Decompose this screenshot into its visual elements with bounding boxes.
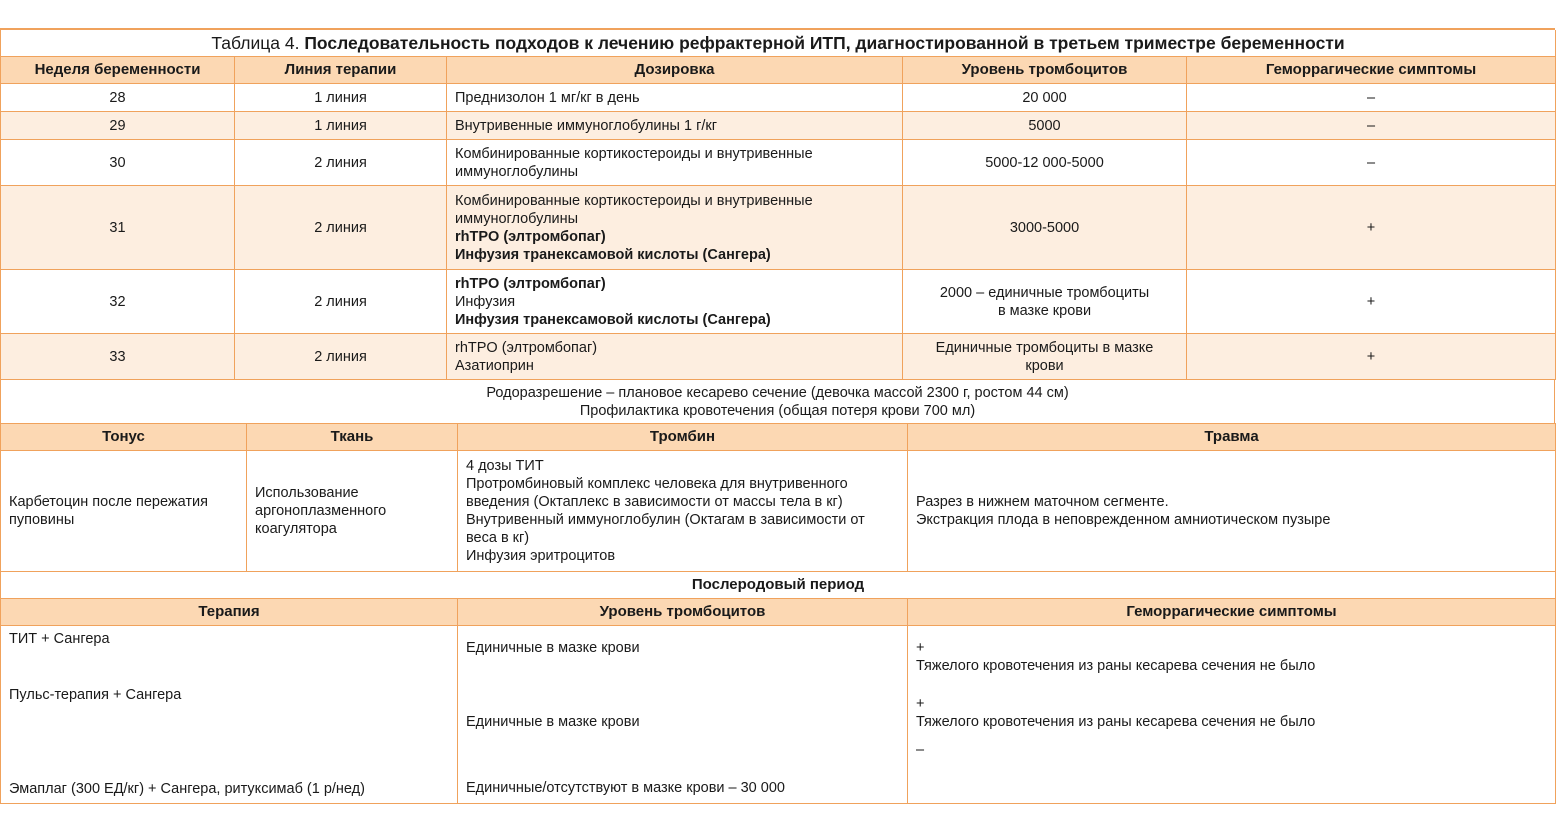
header-pp-platelets: Уровень тромбоцитов — [458, 598, 908, 625]
platelets-cell — [903, 140, 1187, 186]
header-therapy: Терапия — [1, 598, 458, 625]
platelets-line: 2000 – единичные тромбоциты — [939, 284, 1150, 301]
main-rows — [1, 84, 1556, 380]
table-frame — [0, 28, 1555, 804]
therapy-line-cell: 2 линия — [235, 334, 447, 380]
pp-platelets-item: Единичные в мазке крови — [466, 639, 640, 656]
table-row — [1, 270, 1556, 334]
platelets-line: 20 000 — [1022, 89, 1067, 106]
dose-line: Комбинированные кортикостероиды и внутривенные — [455, 192, 813, 209]
pp-platelets-item: Единичные в мазке крови — [466, 713, 640, 730]
header-pp-symptoms: Геморрагические симптомы — [908, 598, 1556, 625]
therapy-line-cell: 1 линия — [235, 112, 447, 140]
symptoms-cell: + — [1187, 334, 1556, 380]
therapy-item: Эмаплаг (300 ЕД/кг) + Сангера, ритуксимаб (1 р/нед) — [9, 780, 365, 797]
thrombin-item: 4 дозы ТИТ — [466, 458, 544, 474]
dose-line: rhTPO (элтромбопаг) — [455, 275, 606, 292]
dose-line: иммуноглобулины — [455, 163, 579, 180]
table-row — [1, 186, 1556, 270]
delivery-cell — [1, 379, 1555, 424]
platelets-line: крови — [1025, 357, 1064, 374]
platelets-line: 5000-12 000-5000 — [985, 154, 1104, 171]
platelets-line: Единичные тромбоциты в мазке — [935, 339, 1154, 356]
dose-line: Преднизолон 1 мг/кг в день — [455, 89, 640, 106]
table-row — [1, 112, 1556, 140]
trauma-item: Разрез в нижнем маточном сегменте. — [916, 494, 1169, 510]
postpartum-row — [1, 625, 1556, 803]
table-title — [1, 30, 1556, 57]
platelets-cell — [903, 186, 1187, 270]
week-cell: 31 — [1, 186, 235, 270]
dose-line: rhTPO (элтромбопаг) — [455, 228, 606, 245]
delivery-line-1: Родоразрешение – плановое кесарево сечение (девочка массой 2300 г, ростом 44 см) — [486, 384, 1069, 401]
treatment-table — [0, 30, 1556, 380]
header-trauma: Травма — [908, 424, 1556, 451]
thrombin-item: Внутривенный иммуноглобулин (Октагам в зависимости от веса в кг) — [466, 512, 865, 546]
dose-cell — [447, 112, 903, 140]
tonus-cell: Карбетоцин после пережатия пуповины — [1, 451, 247, 572]
header-tonus: Тонус — [1, 424, 247, 451]
pp-symptoms-cell — [908, 625, 1556, 803]
dose-line: Инфузия транексамовой кислоты (Сангера) — [455, 311, 771, 328]
trauma-cell — [908, 451, 1556, 572]
therapy-item: ТИТ + Сангера — [9, 630, 110, 647]
pp-symptom-item: Тяжелого кровотечения из раны кесарева сечения не было — [916, 657, 1316, 674]
title-prefix: Таблица 4. — [211, 33, 300, 53]
header-symptoms: Геморрагические симптомы — [1187, 57, 1556, 84]
dose-line: иммуноглобулины — [455, 210, 579, 227]
title-text: Последовательность подходов к лечению рефрактерной ИТП, диагностированной в третьем триместре беременности — [304, 33, 1345, 53]
postpartum-title: Послеродовый период — [1, 572, 1556, 599]
header-line: Линия терапии — [235, 57, 447, 84]
header-platelets: Уровень тромбоцитов — [903, 57, 1187, 84]
week-cell: 28 — [1, 84, 235, 112]
week-cell: 33 — [1, 334, 235, 380]
tissue-cell: Использование аргоноплазменного коагулятора — [247, 451, 458, 572]
symptoms-cell: + — [1187, 186, 1556, 270]
dose-cell — [447, 186, 903, 270]
dose-line: Инфузия транексамовой кислоты (Сангера) — [455, 246, 771, 263]
week-cell: 29 — [1, 112, 235, 140]
platelets-cell — [903, 270, 1187, 334]
dose-line: Азатиоприн — [455, 357, 534, 374]
main-header-row — [1, 57, 1556, 84]
week-cell: 30 — [1, 140, 235, 186]
symptoms-cell: – — [1187, 84, 1556, 112]
header-dose: Дозировка — [447, 57, 903, 84]
table-row — [1, 140, 1556, 186]
delivery-table — [0, 379, 1555, 425]
therapy-line-cell: 2 линия — [235, 186, 447, 270]
pp-platelets-cell — [458, 625, 908, 803]
header-thrombin: Тромбин — [458, 424, 908, 451]
therapy-cell — [1, 625, 458, 803]
pp-platelets-item: Единичные/отсутствуют в мазке крови – 30 000 — [466, 779, 785, 796]
table-row — [1, 84, 1556, 112]
postpartum-table — [0, 598, 1556, 804]
header-week: Неделя беременности — [1, 57, 235, 84]
dose-line: Инфузия — [455, 293, 516, 310]
pp-symptom-item: – — [916, 741, 925, 758]
header-tissue: Ткань — [247, 424, 458, 451]
pp-symptom-item: Тяжелого кровотечения из раны кесарева сечения не было — [916, 713, 1316, 730]
symptoms-cell: + — [1187, 270, 1556, 334]
platelets-cell — [903, 334, 1187, 380]
table-row — [1, 334, 1556, 380]
platelets-line: в мазке крови — [997, 302, 1092, 319]
therapy-item: Пульс-терапия + Сангера — [9, 686, 182, 703]
therapy-line-cell: 1 линия — [235, 84, 447, 112]
platelets-line: 3000-5000 — [1009, 219, 1080, 236]
dose-cell — [447, 334, 903, 380]
four-t-header-row — [1, 424, 1556, 451]
dose-cell — [447, 84, 903, 112]
thrombin-item: Протромбиновый комплекс человека для внутривенного введения (Октаплекс в зависимости от массы тела в кг) — [466, 476, 848, 510]
pp-symptom-item: + — [916, 695, 925, 712]
dose-cell — [447, 140, 903, 186]
trauma-item: Экстракция плода в неповрежденном амниотическом пузыре — [916, 512, 1331, 528]
four-t-row — [1, 451, 1556, 572]
postpartum-header-row — [1, 598, 1556, 625]
week-cell: 32 — [1, 270, 235, 334]
thrombin-cell — [458, 451, 908, 572]
symptoms-cell: – — [1187, 112, 1556, 140]
dose-line: Внутривенные иммуноглобулины 1 г/кг — [455, 117, 718, 134]
platelets-line: 5000 — [1028, 117, 1061, 134]
dose-line: Комбинированные кортикостероиды и внутривенные — [455, 145, 813, 162]
therapy-line-cell: 2 линия — [235, 140, 447, 186]
platelets-cell — [903, 112, 1187, 140]
dose-line: rhTPO (элтромбопаг) — [455, 339, 598, 356]
platelets-cell — [903, 84, 1187, 112]
delivery-line-2: Профилактика кровотечения (общая потеря крови 700 мл) — [579, 402, 976, 419]
thrombin-item: Инфузия эритроцитов — [466, 548, 616, 564]
four-t-table — [0, 423, 1556, 599]
pp-symptom-item: + — [916, 639, 925, 656]
symptoms-cell: – — [1187, 140, 1556, 186]
therapy-line-cell: 2 линия — [235, 270, 447, 334]
dose-cell — [447, 270, 903, 334]
